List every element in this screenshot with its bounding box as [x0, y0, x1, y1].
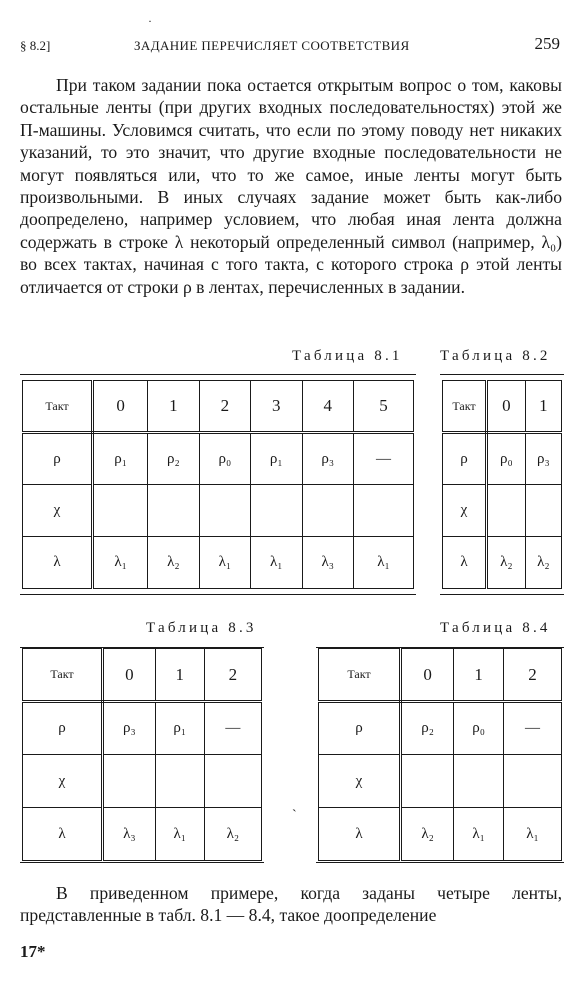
table-cell: λ₃ [302, 537, 353, 589]
table-cell [204, 755, 261, 808]
print-speck: · [148, 14, 152, 28]
body-text-continued [20, 882, 562, 927]
row-label: ρ [319, 702, 401, 755]
table-header-cell: Такт [443, 381, 487, 433]
row-label: χ [23, 485, 93, 537]
table-cell [302, 485, 353, 537]
table-cell [487, 485, 526, 537]
table-cell: λ₁ [504, 808, 562, 861]
column-header: 1 [148, 381, 199, 433]
table-8-1 [22, 380, 414, 589]
table-cell: — [353, 433, 413, 485]
table-cell [353, 485, 413, 537]
row-label: ρ [23, 702, 103, 755]
table-cell: ρ₃ [103, 702, 156, 755]
table-8-3-bottom-rule [20, 862, 264, 863]
table-cell: λ₁ [251, 537, 302, 589]
row-label: ρ [443, 433, 487, 485]
table-cell: λ₂ [401, 808, 454, 861]
table-8-1-top-rule [20, 374, 416, 375]
row-label: λ [443, 537, 487, 589]
table-cell: ρ₁ [155, 702, 204, 755]
table-cell: ρ₁ [93, 433, 148, 485]
row-label: λ [23, 808, 103, 861]
table-cell: ρ₀ [199, 433, 250, 485]
table-8-2-bottom-rule [440, 594, 564, 595]
column-header: 0 [103, 649, 156, 702]
table-8-4-caption: Таблица 8.4 [440, 620, 551, 636]
table-8-4-bottom-rule [316, 862, 564, 863]
table-cell: λ₂ [487, 537, 526, 589]
table-cell [525, 485, 561, 537]
table-cell: ρ₂ [148, 433, 199, 485]
table-header-cell: Такт [23, 649, 103, 702]
table-cell: λ₁ [155, 808, 204, 861]
table-cell [401, 755, 454, 808]
body-text [20, 74, 562, 298]
row-label: χ [443, 485, 487, 537]
row-label: λ [23, 537, 93, 589]
column-header: 2 [204, 649, 261, 702]
row-label: λ [319, 808, 401, 861]
table-8-2 [442, 380, 562, 589]
table-cell: — [504, 702, 562, 755]
table-cell: ρ₃ [302, 433, 353, 485]
row-label: χ [23, 755, 103, 808]
paragraph-1: При таком задании пока остается открытым вопрос о том, каковы остальные ленты (при других входных последовательностях) этой же П-машины. Условимся считать, что если по этому поводу нет никаких указаний, то это значит, что другие входные последовательности не могут появляться или, что то же самое, иные ленты могут быть произвольными. В иных случаях задание может быть как-либо доопределено, например условием, что любая иная лента должна содержать в строке λ некоторый определенный символ (например, λ₀) во всех тактах, начиная с того такта, с которого строка ρ этой ленты отличается от строки ρ в лентах, перечисленных в задании. [20, 75, 562, 297]
table-cell [148, 485, 199, 537]
table-cell: ρ₀ [487, 433, 526, 485]
table-cell: λ₂ [148, 537, 199, 589]
table-8-1-bottom-rule [20, 594, 416, 595]
page-number: 259 [534, 34, 560, 53]
table-8-3 [22, 648, 262, 861]
column-header: 3 [251, 381, 302, 433]
table-cell: λ₁ [353, 537, 413, 589]
column-header: 1 [454, 649, 504, 702]
section-reference: § 8.2] [20, 38, 51, 53]
column-header: 2 [504, 649, 562, 702]
table-cell: λ₂ [204, 808, 261, 861]
table-cell [251, 485, 302, 537]
table-cell: λ₂ [525, 537, 561, 589]
column-header: 0 [401, 649, 454, 702]
table-header-cell: Такт [319, 649, 401, 702]
running-header [20, 32, 566, 54]
table-cell: λ₃ [103, 808, 156, 861]
table-cell: — [204, 702, 261, 755]
column-header: 4 [302, 381, 353, 433]
table-header-cell: Такт [23, 381, 93, 433]
signature-mark: 17* [20, 942, 46, 961]
table-cell: ρ₀ [454, 702, 504, 755]
column-header: 1 [155, 649, 204, 702]
table-cell [454, 755, 504, 808]
table-cell: λ₁ [199, 537, 250, 589]
table-8-2-top-rule [440, 374, 564, 375]
column-header: 0 [93, 381, 148, 433]
table-cell [199, 485, 250, 537]
table-cell: λ₁ [454, 808, 504, 861]
column-header: 1 [525, 381, 561, 433]
table-cell [103, 755, 156, 808]
table-cell [504, 755, 562, 808]
table-cell: ρ₂ [401, 702, 454, 755]
table-cell [93, 485, 148, 537]
table-8-3-caption: Таблица 8.3 [146, 620, 257, 636]
print-speck: ˋ [292, 808, 297, 823]
column-header: 2 [199, 381, 250, 433]
table-cell [155, 755, 204, 808]
table-cell: ρ₃ [525, 433, 561, 485]
row-label: ρ [23, 433, 93, 485]
running-title: ЗАДАНИЕ ПЕРЕЧИСЛЯЕТ СООТВЕТСТВИЯ [134, 38, 410, 53]
paragraph-2: В приведенном примере, когда заданы четыре ленты, представленные в табл. 8.1 — 8.4, такое доопределение [20, 883, 562, 926]
table-8-1-caption: Таблица 8.1 [292, 348, 403, 364]
row-label: χ [319, 755, 401, 808]
table-cell: ρ₁ [251, 433, 302, 485]
column-header: 0 [487, 381, 526, 433]
column-header: 5 [353, 381, 413, 433]
table-8-4 [318, 648, 562, 861]
table-cell: λ₁ [93, 537, 148, 589]
table-8-2-caption: Таблица 8.2 [440, 348, 551, 364]
